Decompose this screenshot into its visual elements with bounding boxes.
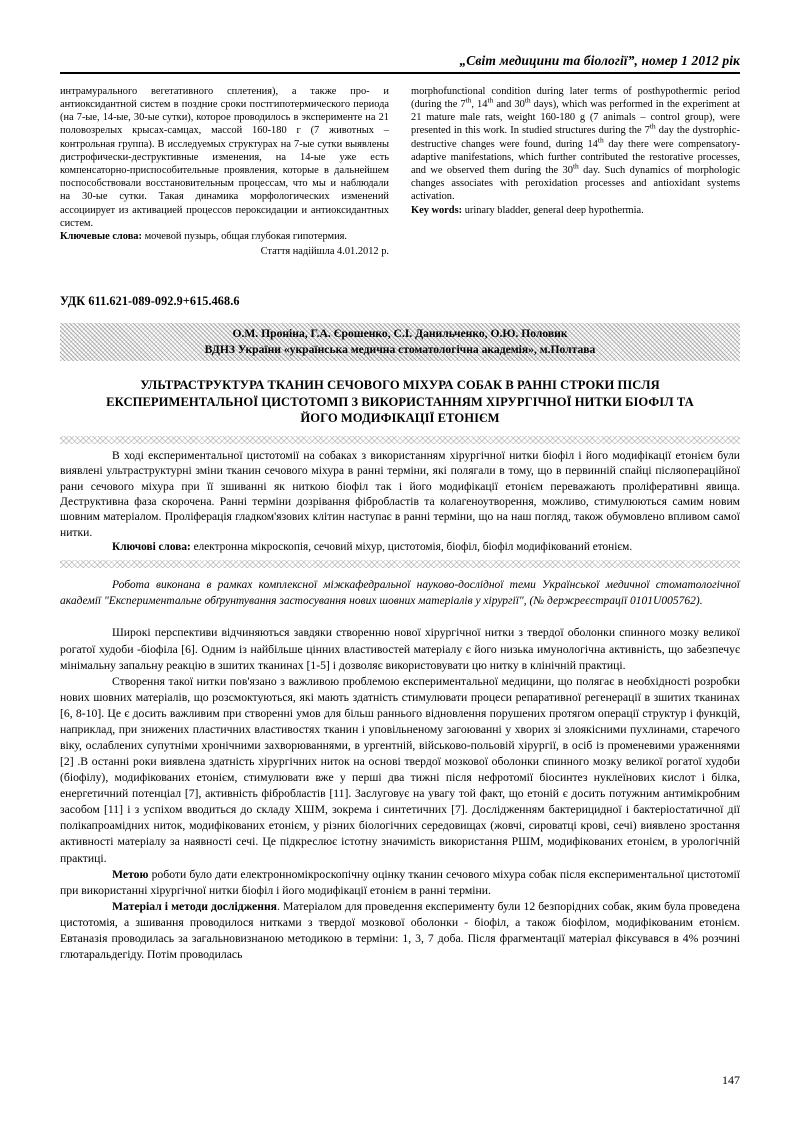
abstract-two-column-block — [60, 85, 740, 259]
abstract-english-column — [411, 85, 740, 259]
article-title-line-2: ЕКСПЕРИМЕНТАЛЬНОЇ ЦИСТОТОМП З ВИКОРИСТАННЯМ ХІРУРГІЧНОЇ НИТКИ БІОФІЛ ТА — [106, 394, 694, 409]
hatched-separator-bottom — [60, 560, 740, 568]
keywords-text-uk: електронна мікроскопія, сечовий міхур, цистотомія, біофіл, біофіл модифікований етонієм. — [190, 541, 633, 554]
aim-text: роботи було дати електронномікроскопічну оцінку тканин сечового міхура собак після експериментальної цистотомії при використанні хірургічної нитки біофіл і його модифікації етонієм в ранні терміни. — [60, 867, 740, 897]
abstract-english-keywords — [411, 204, 740, 217]
article-title — [60, 377, 740, 426]
en-part5: day the dystrophic-destructive changes were found, during 14 — [411, 125, 740, 150]
keywords-label-ru: Ключевые слова: — [60, 231, 142, 243]
keywords-label-uk: Ключові слова: — [112, 541, 191, 554]
funding-note: Робота виконана в рамках комплексної міжкафедральної науково-дослідної теми Української медичної стоматологічної академії "Експериментальне обґрунтування застосування нових шовних матеріалів у хірургії", (№ держреєстрації 0101U005762). — [60, 579, 740, 607]
article-title-line-1: УЛЬТРАСТРУКТУРА ТКАНИН СЕЧОВОГО МІХУРА СОБАК В РАННІ СТРОКИ ПІСЛЯ — [140, 378, 660, 393]
abstract-ukrainian-body: В ході експериментальної цистотомії на собаках з використанням хірургічної нитки біофіл і його модифікації етонієм були виявлені ультраструктурні зміни тканин сечового міхура в ранні терміни, які полягали в тому, що в первинній спайці післяопераційної рани сечового міхура при її зшиванні як ниткою біофіл так і його модифікації етонієм переважають проліферативні явища. Деструктивна фаза скорочена. Ранні терміни дозрівання фібробластів та колагеноутворення, можливо, стимулюються самим новим шовним матеріалом. Проліферація гладком'язових клітин наступає в ранні терміни, що на наш погляд, також обумовлено впливом самої нитки. — [60, 448, 740, 539]
abstract-english-body — [411, 85, 740, 204]
abstract-russian-body: интрамурального вегетативного сплетения), а также про- и антиоксидантной систем в поздние сроки постгипотермического периода (на 7-ые, 14-ые, 30-ые сутки), которое проводилось в эксперименте на 21 половозрелых крысах-самцах, массой 160-180 г (7 животных – контрольная группа). В исследуемых структурах на 7-ые сутки выявлены дистрофически-деструктивные изменения, на 14-ые уже есть компенсаторно-приспособительные проявления, которые в дальнейшем поспособствовали восстановительным процессам, что мы и наблюдали на 30-ые сутки. Такая динамика морфологических изменений ассоциирует из активацией процессов пероксидации и антиоксидантных систем. — [60, 85, 389, 229]
header-rule — [60, 72, 740, 74]
en-sup4: th — [649, 121, 656, 131]
en-sup5: th — [597, 135, 604, 145]
en-sup3: th — [524, 95, 531, 105]
en-sup6: th — [572, 161, 579, 171]
body-paragraph-2: Створення такої нитки пов'язано з важливою проблемою експериментальної медицини, що полягає в необхідності розробки нових шовних матеріалів, що розсмоктуються, які мають здатність стимулювати процеси репаративної регенерації в зшитих тканинах [6, 8-10]. Це є досить важливим при створенні умов для більш раннього відновлення порушених протягом операції структур і функцій, наприклад, при знижених пластичних властивостях тканин і уповільненому загоюванні у хворих зі злоякісними пухлинами, старечого віку, ослаблених супутніми хронічними захворюваннями, в ургентній, військово-польовій хірургії, в осіб із променевими ураженнями [2] .В останні роки виявлена здатність хірургічних ниток на основі твердої мозкової оболонки спинного мозку великої рогатої худоби (біофілу), модифікованих етонієм, стимулювати вже у перші два тижні після нефротомії біосинтез нуклеїнових кислот і білка, енергетичний потенціал [7], активність фібробластів [11]. Заслуговує на увагу той факт, що етоній є досить потужним антимікробним засобом [11] і з успіхом вводиться до складу ХШМ, зокрема і синтетичних [7]. Дослідженням бактерицидної і бактеріостатичної дії полікапроамідних ниток, модифікованих етонієм, у різних біологічних середовищах (жовчі, сироватці крові, сечі) виявлено зростання активності матеріалу за наявності сечі. Це підкреслює істотну значимість використання РШМ, модифікованих етонієм, в урологічній практиці. — [60, 674, 740, 865]
methods-lead-in: Матеріал і методи дослідження — [112, 899, 277, 913]
en-part4: days), which was performed in the experiment at 21 mature male rats, weight 160-180 g (7 animals – control group), were presented in this work. In studied structures during the 7 — [411, 99, 740, 137]
author-names: О.М. Проніна, Г.А. Єрошенко, С.І. Данильченко, О.Ю. Половик — [232, 327, 568, 341]
keywords-label-en: Key words: — [411, 204, 463, 216]
running-head: „Світ медицини та біології”, номер 1 2012 рік — [459, 53, 740, 68]
article-body — [60, 625, 740, 963]
en-part7: day. Such dynamics of morphologic changes associates with peroxidation processes and antioxidant systems activation. — [411, 165, 740, 203]
submission-date: Стаття надійшла 4.01.2012 р. — [260, 246, 389, 258]
en-part1: morphofunctional condition during later terms of posthypothermic period (during the 7 — [411, 85, 740, 111]
body-paragraph-1: Широкі перспективи відчиняються завдяки створенню нової хірургічної нитки з твердої оболонки спинного мозку великої рогатої худоби -біофіла [6]. Одним із найбільше цінних властивостей матеріалу є його низька имунологічна активність, що забезпечує мінімальну запальну реакцію в зшитих тканинах [1-5] і дозволяє використовувати цю нитку в клінічній практиці. — [60, 626, 740, 672]
body-paragraph-4 — [60, 899, 740, 963]
hatched-separator-top — [60, 436, 740, 444]
udc-code: УДК 611.621-089-092.9+615.468.6 — [60, 294, 240, 309]
abstract-ukrainian — [60, 448, 740, 555]
en-part2: , 14 — [471, 99, 488, 111]
author-affiliation-band — [60, 323, 740, 361]
abstract-russian-column — [60, 85, 389, 259]
keywords-text-ru: мочевой пузырь, общая глубокая гипотермия. — [141, 231, 348, 243]
en-sup2: th — [487, 95, 494, 105]
body-paragraph-3 — [60, 867, 740, 899]
en-part3: and 30 — [493, 99, 525, 111]
en-sup1: th — [465, 95, 472, 105]
article-title-line-3: ЙОГО МОДИФІКАЦІЇ ЕТОНІЄМ — [300, 411, 500, 426]
keywords-text-en: urinary bladder, general deep hypothermia. — [462, 204, 644, 216]
methods-text: . Матеріалом для проведення експерименту були 12 безпорідних собак, яким була проведена цистотомія, а зшивання проводилося нитками з твердої мозкової оболонки - біофіл, а також біофілом, модифікованим етонієм. Евтаназія проводилась за загальновизнаною методикою в терміни: 1, 3, 7 доба. Після фрагментації матеріал фіксувався в 4% розчині глютаральдегіду. Потім проводилась — [60, 899, 740, 962]
abstract-russian-keywords — [60, 230, 389, 243]
aim-lead-in: Метою — [112, 867, 149, 881]
abstract-ukrainian-keywords — [60, 540, 740, 555]
author-affiliation: ВДНЗ України «українська медична стоматологічна академія», м.Полтава — [204, 342, 596, 356]
en-part6: day there were compensatory-adaptive manifestations, which further contributed the restorative processes, and we observed them during the 30 — [411, 138, 741, 177]
page-number: 147 — [722, 1073, 740, 1087]
